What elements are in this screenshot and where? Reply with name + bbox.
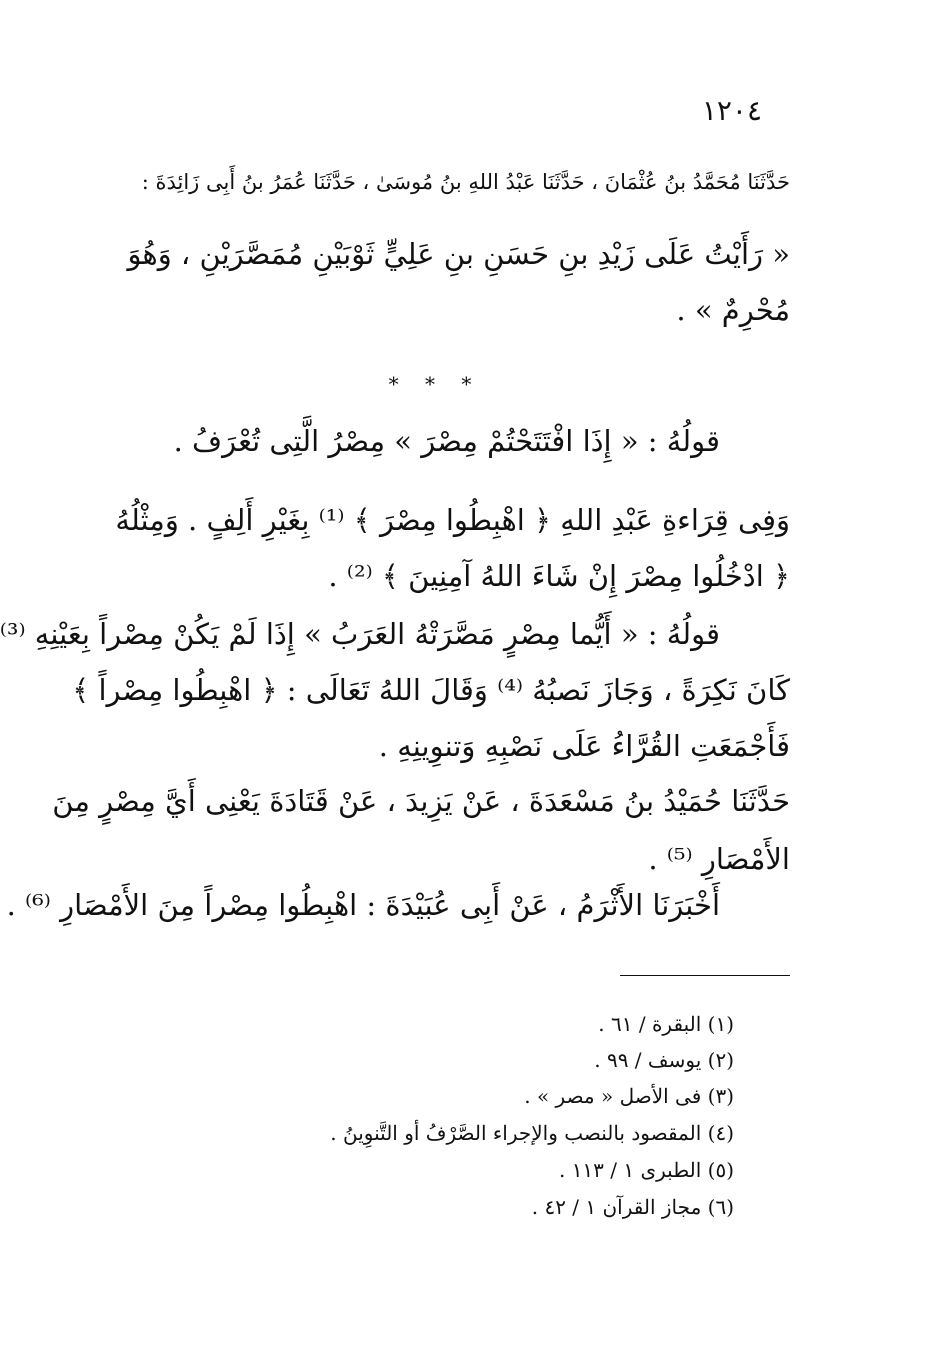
footnote-3: (٣) فى الأصل « مصر » .: [524, 1084, 734, 1108]
para-3-line-3: فَأَجْمَعَتِ القُرَّاءُ عَلَى نَصْبِهِ وَتنوِينِهِ .: [378, 729, 790, 763]
footnote-1: (١) البقرة / ٦١ .: [598, 1012, 734, 1036]
footnote-4: (٤) المقصود بالنصب والإجراء الصَّرْفُ أو التَّنوِينُ .: [330, 1121, 734, 1145]
paragraph-3: [0, 606, 790, 774]
quote-line-2: مُحْرِمٌ » .: [676, 293, 790, 327]
quote-paragraph: [110, 226, 790, 338]
footnote-rule: [620, 975, 790, 976]
paragraph-2: [110, 492, 790, 604]
para-3-line-2: كَانَ نَكِرَةً ، وَجَازَ نَصبُهُ ⁽⁴⁾ وَقَالَ اللهُ تَعَالَى : ﴿ اهْبِطُوا مِصْراً ﴾: [72, 673, 790, 707]
page-number: ١٢٠٤: [701, 94, 762, 127]
footnote-5: (٥) الطبرى ١ / ١١٣ .: [558, 1158, 734, 1182]
quote-line-1: « رَأَيْتُ عَلَى زَيْدِ بنِ حَسَنِ بنِ عَلِيٍّ ثَوْبَيْنِ مُمَصَّرَيْنِ ، وَهُوَ: [127, 237, 790, 271]
section-separator: * * *: [388, 372, 482, 396]
para-1-line: قولُهُ : « إِذَا افْتَتَحْتُمْ مِصْرَ » مِصْرُ الَّتِى تُعْرَفُ .: [173, 424, 720, 458]
para-2-line-2: ﴿ ادْخُلُوا مِصْرَ إِنْ شَاءَ اللهُ آمِنِينَ ﴾ ⁽²⁾ .: [328, 559, 790, 593]
para-4-line-1: حَدَّثَنَا حُمَيْدُ بنُ مَسْعَدَةَ ، عَنْ يَزِيدَ ، عَنْ قَتَادَةَ يَعْنِى أَيَّ مِصْرٍ مِنَ: [52, 784, 790, 818]
isnad-line: [110, 170, 790, 194]
paragraph-5: [6, 888, 790, 922]
footnote-6: (٦) مجاز القرآن ١ / ٤٢ .: [531, 1195, 734, 1219]
isnad-1: حَدَّثَنَا مُحَمَّدُ بنُ عُثْمَانَ ، حَدَّثَنَا عَبْدُ اللهِ بنُ مُوسَىٰ ، حَدَّثَنَا عُمَرُ بنُ أَبِى زَائِدَةَ :: [141, 170, 790, 194]
footnote-2: (٢) يوسف / ٩٩ .: [594, 1048, 734, 1072]
paragraph-1: [110, 424, 790, 458]
para-4-line-2: الأَمْصَارِ ⁽⁵⁾ .: [648, 842, 790, 876]
para-2-line-1: وَفِى قِرَاءةِ عَبْدِ اللهِ ﴿ اهْبِطُوا مِصْرَ ﴾ ⁽¹⁾ بِغَيْرِ أَلِفٍ . وَمِثْلُهُ: [115, 503, 790, 537]
para-5-line: أَخْبَرَنَا الأَثْرَمُ ، عَنْ أَبِى عُبَيْدَةَ : اهْبِطُوا مِصْراً مِنَ الأَمْصَارِ ⁽⁶⁾ .: [6, 888, 720, 922]
para-3-line-1: قولُهُ : « أَيُّما مِصْرٍ مَصَّرَتْهُ العَرَبُ » إِذَا لَمْ يَكُنْ مِصْراً بِعَيْنِهِ ⁽³⁾: [0, 617, 720, 651]
paragraph-4: [52, 772, 790, 888]
